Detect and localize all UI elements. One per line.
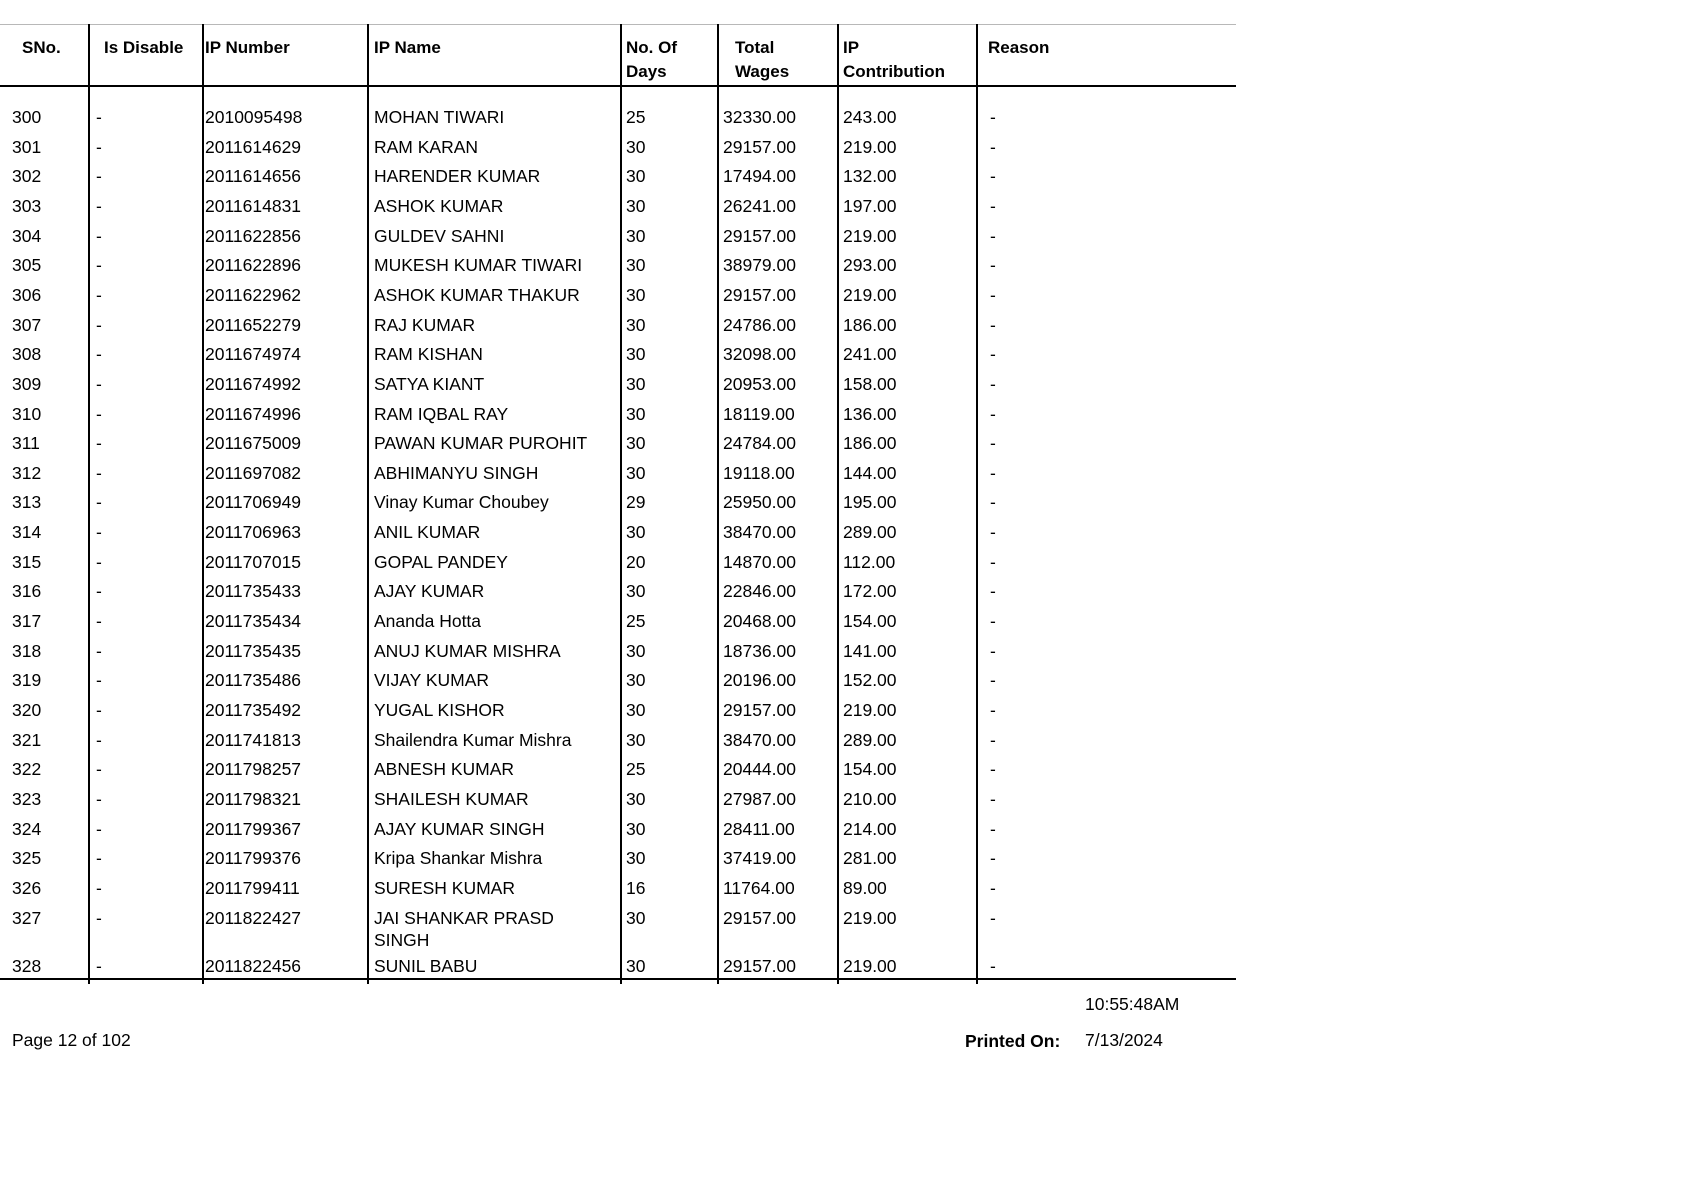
cell-days: 25 <box>626 107 646 127</box>
cell-ip-contribution: 214.00 <box>843 819 897 839</box>
column-header-ip-contribution <box>843 36 945 84</box>
column-header-contrib-line2: Contribution <box>843 62 945 81</box>
cell-ip-name: GOPAL PANDEY <box>374 552 508 572</box>
cell-days: 30 <box>626 196 646 216</box>
cell-days: 20 <box>626 552 646 572</box>
table-row <box>0 462 1236 492</box>
cell-ip-contribution: 281.00 <box>843 848 897 868</box>
cell-total-wages: 29157.00 <box>723 908 796 928</box>
cell-days: 30 <box>626 700 646 720</box>
cell-reason: - <box>990 789 996 809</box>
table-row <box>0 699 1236 729</box>
cell-total-wages: 17494.00 <box>723 166 796 186</box>
cell-days: 30 <box>626 789 646 809</box>
cell-ip-contribution: 152.00 <box>843 670 897 690</box>
cell-days: 30 <box>626 819 646 839</box>
column-header-days-line2: Days <box>626 62 667 81</box>
cell-reason: - <box>990 404 996 424</box>
cell-sno: 314 <box>12 522 42 542</box>
cell-ip-contribution: 112.00 <box>843 552 896 572</box>
cell-sno: 318 <box>12 641 42 661</box>
cell-ip-name: YUGAL KISHOR <box>374 700 505 720</box>
cell-ip-number: 2011735435 <box>205 641 302 661</box>
cell-ip-number: 2011652279 <box>205 315 302 335</box>
cell-sno: 322 <box>12 759 42 779</box>
cell-ip-contribution: 154.00 <box>843 611 897 631</box>
cell-ip-name: JAI SHANKAR PRASD SINGH <box>374 908 554 950</box>
cell-reason: - <box>990 641 996 661</box>
column-header-days <box>626 36 677 84</box>
table-row <box>0 195 1236 225</box>
cell-is-disable: - <box>96 226 102 246</box>
column-header-total-wages <box>735 36 789 84</box>
cell-ip-name: PAWAN KUMAR PUROHIT <box>374 433 588 453</box>
cell-sno: 321 <box>12 730 42 750</box>
cell-total-wages: 20953.00 <box>723 374 796 394</box>
cell-is-disable: - <box>96 641 102 661</box>
column-header-wages-line1: Total <box>735 38 775 57</box>
cell-days: 30 <box>626 166 646 186</box>
table-row <box>0 758 1236 788</box>
cell-ip-name: ANIL KUMAR <box>374 522 481 542</box>
cell-days: 25 <box>626 611 646 631</box>
cell-sno: 312 <box>12 463 42 483</box>
cell-is-disable: - <box>96 166 102 186</box>
cell-days: 30 <box>626 433 646 453</box>
cell-ip-contribution: 186.00 <box>843 433 897 453</box>
cell-ip-name: HARENDER KUMAR <box>374 166 541 186</box>
cell-ip-number: 2011822456 <box>205 956 302 976</box>
cell-days: 30 <box>626 670 646 690</box>
table-row <box>0 521 1236 551</box>
table-row <box>0 847 1236 877</box>
cell-reason: - <box>990 581 996 601</box>
cell-ip-number: 2011614629 <box>205 137 302 157</box>
table-top-rule <box>0 24 1236 25</box>
cell-ip-number: 2011799367 <box>205 819 302 839</box>
cell-ip-number: 2011735434 <box>205 611 302 631</box>
cell-sno: 324 <box>12 819 42 839</box>
cell-reason: - <box>990 463 996 483</box>
cell-total-wages: 29157.00 <box>723 956 796 976</box>
cell-is-disable: - <box>96 315 102 335</box>
cell-ip-name: SATYA KIANT <box>374 374 485 394</box>
column-header-days-line1: No. Of <box>626 38 677 57</box>
cell-total-wages: 37419.00 <box>723 848 796 868</box>
cell-ip-number: 2011707015 <box>205 552 302 572</box>
cell-reason: - <box>990 137 996 157</box>
cell-ip-contribution: 132.00 <box>843 166 897 186</box>
cell-is-disable: - <box>96 908 102 928</box>
table-row <box>0 165 1236 195</box>
cell-sno: 319 <box>12 670 42 690</box>
cell-sno: 306 <box>12 285 42 305</box>
cell-ip-number: 2011614831 <box>205 196 302 216</box>
cell-sno: 308 <box>12 344 42 364</box>
cell-ip-contribution: 219.00 <box>843 956 897 976</box>
table-row <box>0 877 1236 907</box>
cell-ip-number: 2011674992 <box>205 374 302 394</box>
cell-ip-contribution: 136.00 <box>843 404 897 424</box>
cell-is-disable: - <box>96 759 102 779</box>
cell-sno: 317 <box>12 611 42 631</box>
cell-total-wages: 28411.00 <box>723 819 795 839</box>
table-row <box>0 955 1236 985</box>
cell-ip-contribution: 219.00 <box>843 908 897 928</box>
cell-ip-name: RAM KISHAN <box>374 344 483 364</box>
cell-is-disable: - <box>96 107 102 127</box>
cell-sno: 302 <box>12 166 42 186</box>
cell-sno: 323 <box>12 789 42 809</box>
cell-ip-number: 2011822427 <box>205 908 302 928</box>
cell-ip-contribution: 219.00 <box>843 137 897 157</box>
cell-is-disable: - <box>96 404 102 424</box>
cell-reason: - <box>990 166 996 186</box>
cell-ip-contribution: 195.00 <box>843 492 897 512</box>
cell-is-disable: - <box>96 878 102 898</box>
cell-reason: - <box>990 759 996 779</box>
cell-ip-contribution: 144.00 <box>843 463 897 483</box>
column-header-wages-line2: Wages <box>735 62 790 81</box>
table-row <box>0 254 1236 284</box>
cell-days: 30 <box>626 581 646 601</box>
cell-sno: 328 <box>12 956 42 976</box>
cell-is-disable: - <box>96 492 102 512</box>
cell-is-disable: - <box>96 848 102 868</box>
cell-total-wages: 29157.00 <box>723 700 796 720</box>
cell-ip-number: 2011735492 <box>205 700 302 720</box>
cell-ip-contribution: 219.00 <box>843 285 897 305</box>
cell-ip-name: Shailendra Kumar Mishra <box>374 730 572 750</box>
cell-total-wages: 18119.00 <box>723 404 795 424</box>
cell-ip-name: ANUJ KUMAR MISHRA <box>374 641 561 661</box>
cell-is-disable: - <box>96 581 102 601</box>
cell-ip-contribution: 219.00 <box>843 226 897 246</box>
cell-ip-number: 2011614656 <box>205 166 302 186</box>
cell-sno: 307 <box>12 315 42 335</box>
cell-days: 30 <box>626 285 646 305</box>
cell-sno: 303 <box>12 196 42 216</box>
cell-ip-number: 2011798321 <box>205 789 302 809</box>
cell-ip-name: ASHOK KUMAR THAKUR <box>374 285 580 305</box>
cell-reason: - <box>990 848 996 868</box>
table-row <box>0 640 1236 670</box>
cell-sno: 326 <box>12 878 42 898</box>
cell-days: 30 <box>626 404 646 424</box>
cell-total-wages: 32098.00 <box>723 344 796 364</box>
table-row <box>0 136 1236 166</box>
cell-ip-number: 2011622896 <box>205 255 302 275</box>
cell-reason: - <box>990 433 996 453</box>
cell-ip-number: 2010095498 <box>205 107 303 127</box>
cell-reason: - <box>990 908 996 928</box>
table-row <box>0 284 1236 314</box>
cell-ip-name: RAM IQBAL RAY <box>374 404 509 424</box>
cell-sno: 310 <box>12 404 42 424</box>
cell-ip-name: Ananda Hotta <box>374 611 482 631</box>
cell-total-wages: 20196.00 <box>723 670 796 690</box>
print-date: 7/13/2024 <box>1085 1030 1163 1050</box>
table-row <box>0 580 1236 610</box>
cell-is-disable: - <box>96 344 102 364</box>
cell-reason: - <box>990 700 996 720</box>
cell-days: 30 <box>626 730 646 750</box>
table-row <box>0 314 1236 344</box>
cell-reason: - <box>990 819 996 839</box>
cell-days: 29 <box>626 492 646 512</box>
table-row <box>0 729 1236 759</box>
cell-ip-name: MUKESH KUMAR TIWARI <box>374 255 583 275</box>
cell-ip-number: 2011622856 <box>205 226 302 246</box>
cell-total-wages: 18736.00 <box>723 641 796 661</box>
cell-is-disable: - <box>96 285 102 305</box>
cell-sno: 304 <box>12 226 42 246</box>
column-header-is-disable: Is Disable <box>104 38 184 57</box>
cell-total-wages: 38979.00 <box>723 255 796 275</box>
cell-ip-contribution: 186.00 <box>843 315 897 335</box>
cell-ip-name: GULDEV SAHNI <box>374 226 505 246</box>
cell-ip-name: SHAILESH KUMAR <box>374 789 529 809</box>
cell-is-disable: - <box>96 611 102 631</box>
cell-total-wages: 38470.00 <box>723 730 796 750</box>
column-header-reason: Reason <box>988 38 1050 57</box>
cell-total-wages: 14870.00 <box>723 552 796 572</box>
table-row <box>0 491 1236 521</box>
cell-ip-contribution: 158.00 <box>843 374 897 394</box>
table-row <box>0 373 1236 403</box>
cell-reason: - <box>990 730 996 750</box>
cell-ip-contribution: 197.00 <box>843 196 897 216</box>
table-row <box>0 343 1236 373</box>
cell-ip-name: RAM KARAN <box>374 137 479 157</box>
data-table <box>0 24 1236 980</box>
cell-is-disable: - <box>96 789 102 809</box>
cell-sno: 316 <box>12 581 42 601</box>
cell-days: 30 <box>626 344 646 364</box>
cell-days: 30 <box>626 255 646 275</box>
cell-ip-contribution: 243.00 <box>843 107 897 127</box>
table-row <box>0 669 1236 699</box>
cell-days: 30 <box>626 908 646 928</box>
cell-is-disable: - <box>96 522 102 542</box>
table-row <box>0 106 1236 136</box>
cell-total-wages: 20468.00 <box>723 611 796 631</box>
cell-ip-number: 2011735486 <box>205 670 302 690</box>
cell-ip-contribution: 289.00 <box>843 730 897 750</box>
cell-reason: - <box>990 670 996 690</box>
cell-is-disable: - <box>96 956 102 976</box>
cell-days: 30 <box>626 226 646 246</box>
cell-ip-number: 2011798257 <box>205 759 302 779</box>
cell-total-wages: 26241.00 <box>723 196 796 216</box>
cell-days: 30 <box>626 374 646 394</box>
column-header-contrib-line1: IP <box>843 38 860 57</box>
cell-is-disable: - <box>96 819 102 839</box>
table-row <box>0 788 1236 818</box>
cell-reason: - <box>990 344 996 364</box>
cell-sno: 313 <box>12 492 42 512</box>
cell-ip-number: 2011674996 <box>205 404 302 424</box>
cell-ip-number: 2011674974 <box>205 344 302 364</box>
cell-total-wages: 27987.00 <box>723 789 796 809</box>
cell-ip-number: 2011799376 <box>205 848 302 868</box>
cell-reason: - <box>990 611 996 631</box>
cell-sno: 301 <box>12 137 42 157</box>
cell-ip-number: 2011675009 <box>205 433 302 453</box>
cell-ip-name: SURESH KUMAR <box>374 878 515 898</box>
cell-total-wages: 25950.00 <box>723 492 796 512</box>
cell-sno: 311 <box>12 433 40 453</box>
column-header-ip-name: IP Name <box>374 38 441 57</box>
cell-ip-contribution: 210.00 <box>843 789 897 809</box>
column-header-ip-number: IP Number <box>205 38 290 57</box>
cell-ip-name: ASHOK KUMAR <box>374 196 504 216</box>
cell-sno: 315 <box>12 552 42 572</box>
page-number: Page 12 of 102 <box>12 1030 131 1050</box>
cell-ip-name: ABHIMANYU SINGH <box>374 463 539 483</box>
print-time: 10:55:48AM <box>1085 994 1180 1014</box>
cell-reason: - <box>990 492 996 512</box>
cell-ip-name: Vinay Kumar Choubey <box>374 492 549 512</box>
cell-ip-name: SUNIL BABU <box>374 956 478 976</box>
cell-ip-number: 2011799411 <box>205 878 300 898</box>
table-row <box>0 818 1236 848</box>
cell-ip-contribution: 293.00 <box>843 255 897 275</box>
cell-is-disable: - <box>96 552 102 572</box>
table-row <box>0 610 1236 640</box>
cell-days: 30 <box>626 848 646 868</box>
column-header-sno: SNo. <box>22 38 61 57</box>
cell-ip-name: MOHAN TIWARI <box>374 107 505 127</box>
cell-is-disable: - <box>96 255 102 275</box>
cell-reason: - <box>990 315 996 335</box>
cell-is-disable: - <box>96 670 102 690</box>
cell-ip-number: 2011735433 <box>205 581 302 601</box>
cell-reason: - <box>990 878 996 898</box>
cell-total-wages: 22846.00 <box>723 581 796 601</box>
cell-reason: - <box>990 226 996 246</box>
cell-ip-number: 2011706963 <box>205 522 302 542</box>
cell-days: 30 <box>626 641 646 661</box>
cell-ip-name: AJAY KUMAR <box>374 581 485 601</box>
cell-sno: 325 <box>12 848 42 868</box>
cell-days: 16 <box>626 878 646 898</box>
cell-sno: 327 <box>12 908 42 928</box>
cell-total-wages: 24784.00 <box>723 433 796 453</box>
cell-sno: 305 <box>12 255 42 275</box>
table-row <box>0 551 1236 581</box>
table-row <box>0 403 1236 433</box>
cell-ip-number: 2011622962 <box>205 285 302 305</box>
cell-total-wages: 20444.00 <box>723 759 796 779</box>
cell-reason: - <box>990 285 996 305</box>
cell-reason: - <box>990 522 996 542</box>
table-row <box>0 907 1236 950</box>
cell-ip-name: RAJ KUMAR <box>374 315 476 335</box>
cell-sno: 320 <box>12 700 42 720</box>
cell-ip-name: AJAY KUMAR SINGH <box>374 819 545 839</box>
cell-days: 30 <box>626 522 646 542</box>
cell-ip-contribution: 141.00 <box>843 641 897 661</box>
cell-is-disable: - <box>96 433 102 453</box>
cell-is-disable: - <box>96 374 102 394</box>
cell-reason: - <box>990 107 996 127</box>
cell-total-wages: 11764.00 <box>723 878 795 898</box>
cell-is-disable: - <box>96 196 102 216</box>
cell-ip-number: 2011697082 <box>205 463 302 483</box>
cell-is-disable: - <box>96 730 102 750</box>
cell-days: 30 <box>626 137 646 157</box>
cell-sno: 309 <box>12 374 42 394</box>
cell-is-disable: - <box>96 463 102 483</box>
table-row <box>0 225 1236 255</box>
cell-ip-name: VIJAY KUMAR <box>374 670 490 690</box>
cell-days: 25 <box>626 759 646 779</box>
cell-ip-number: 2011706949 <box>205 492 302 512</box>
cell-total-wages: 38470.00 <box>723 522 796 542</box>
cell-days: 30 <box>626 463 646 483</box>
cell-sno: 300 <box>12 107 42 127</box>
cell-ip-name: Kripa Shankar Mishra <box>374 848 543 868</box>
table-row <box>0 432 1236 462</box>
cell-is-disable: - <box>96 137 102 157</box>
cell-ip-number: 2011741813 <box>205 730 302 750</box>
cell-ip-name: ABNESH KUMAR <box>374 759 515 779</box>
cell-ip-contribution: 172.00 <box>843 581 897 601</box>
cell-reason: - <box>990 956 996 976</box>
printed-on-label: Printed On: <box>965 1031 1061 1051</box>
cell-ip-contribution: 89.00 <box>843 878 887 898</box>
cell-total-wages: 29157.00 <box>723 137 796 157</box>
cell-reason: - <box>990 255 996 275</box>
cell-ip-contribution: 289.00 <box>843 522 897 542</box>
cell-reason: - <box>990 552 996 572</box>
cell-ip-contribution: 219.00 <box>843 700 897 720</box>
cell-reason: - <box>990 374 996 394</box>
cell-total-wages: 29157.00 <box>723 285 796 305</box>
cell-ip-contribution: 241.00 <box>843 344 897 364</box>
cell-days: 30 <box>626 956 646 976</box>
cell-is-disable: - <box>96 700 102 720</box>
cell-ip-contribution: 154.00 <box>843 759 897 779</box>
cell-days: 30 <box>626 315 646 335</box>
cell-total-wages: 32330.00 <box>723 107 796 127</box>
cell-total-wages: 29157.00 <box>723 226 796 246</box>
cell-reason: - <box>990 196 996 216</box>
cell-total-wages: 19118.00 <box>723 463 795 483</box>
header-rule <box>0 85 1236 87</box>
cell-total-wages: 24786.00 <box>723 315 796 335</box>
